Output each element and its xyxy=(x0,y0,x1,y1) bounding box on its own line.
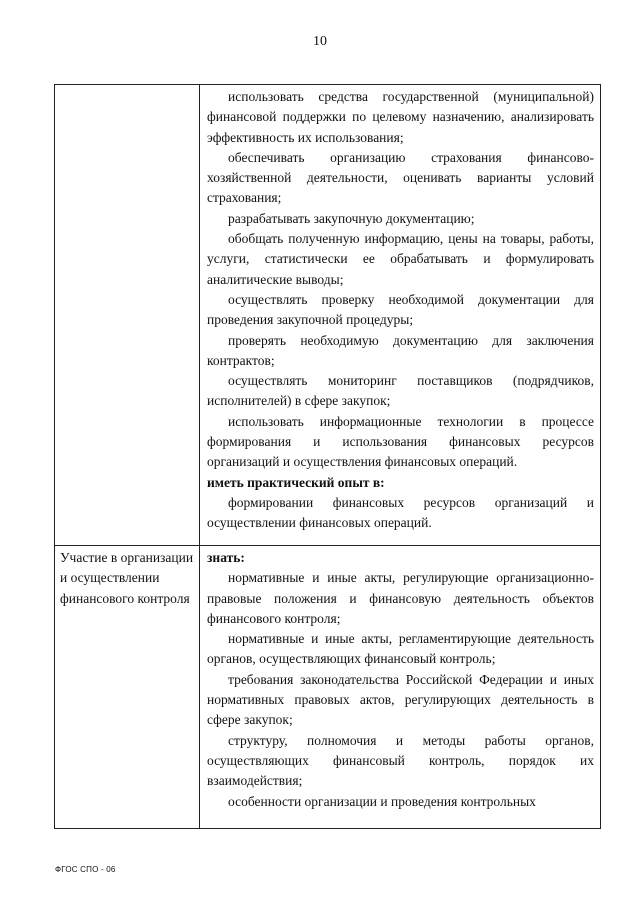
requirements-cell xyxy=(200,546,601,829)
activity-cell xyxy=(55,85,200,546)
requirement-item: формировании финансовых ресурсов организаций и осуществлении финансовых операций. xyxy=(207,494,594,531)
requirement-item: особенности организации и проведения контрольных xyxy=(228,793,536,809)
activity-cell: Участие в организации и осуществлении финансового контроля xyxy=(55,546,200,829)
subheading: иметь практический опыт в: xyxy=(207,474,385,490)
requirements-cell xyxy=(200,85,601,546)
table-row xyxy=(55,546,601,829)
table-row xyxy=(55,85,601,546)
requirement-item: осуществлять мониторинг поставщиков (подрядчиков, исполнителей) в сфере закупок; xyxy=(207,373,594,409)
competency-table xyxy=(54,84,601,829)
requirement-item: структуру, полномочия и методы работы органов, осуществляющих финансовый контроль, порядок их взаимодействия; xyxy=(207,732,594,789)
footer-code: ФГОС СПО - 06 xyxy=(55,865,116,874)
requirement-item: разрабатывать закупочную документацию; xyxy=(228,210,475,226)
requirement-item: использовать информационные технологии в процессе формирования и использования финансовых ресурсов организаций и осуществления финансовых операций. xyxy=(207,413,594,470)
requirement-item: нормативные и иные акты, регулирующие организационно-правовые положения и финансовую деятельность объектов финансового контроля; xyxy=(207,570,594,626)
requirement-item: требования законодательства Российской Федерации и иных нормативных правовых актов, регулирующих деятельность в сфере закупок; xyxy=(207,671,594,728)
requirement-item: обеспечивать организацию страхования финансово-хозяйственной деятельности, оценивать варианты условий страхования; xyxy=(207,149,594,206)
page-number: 10 xyxy=(313,34,327,49)
requirement-item: осуществлять проверку необходимой документации для проведения закупочной процедуры; xyxy=(207,291,594,328)
requirement-item: обобщать полученную информацию, цены на товары, работы, услуги, статистически ее обрабатывать и формулировать аналитические выводы; xyxy=(207,231,594,287)
requirement-item: проверять необходимую документацию для заключения контрактов; xyxy=(207,332,594,368)
subheading: знать: xyxy=(207,550,245,565)
requirement-item: нормативные и иные акты, регламентирующие деятельность органов, осуществляющих финансовый контроль; xyxy=(207,631,594,667)
requirement-item: использовать средства государственной (муниципальной) финансовой поддержки по целевому назначению, анализировать эффективность их использования; xyxy=(207,89,594,145)
